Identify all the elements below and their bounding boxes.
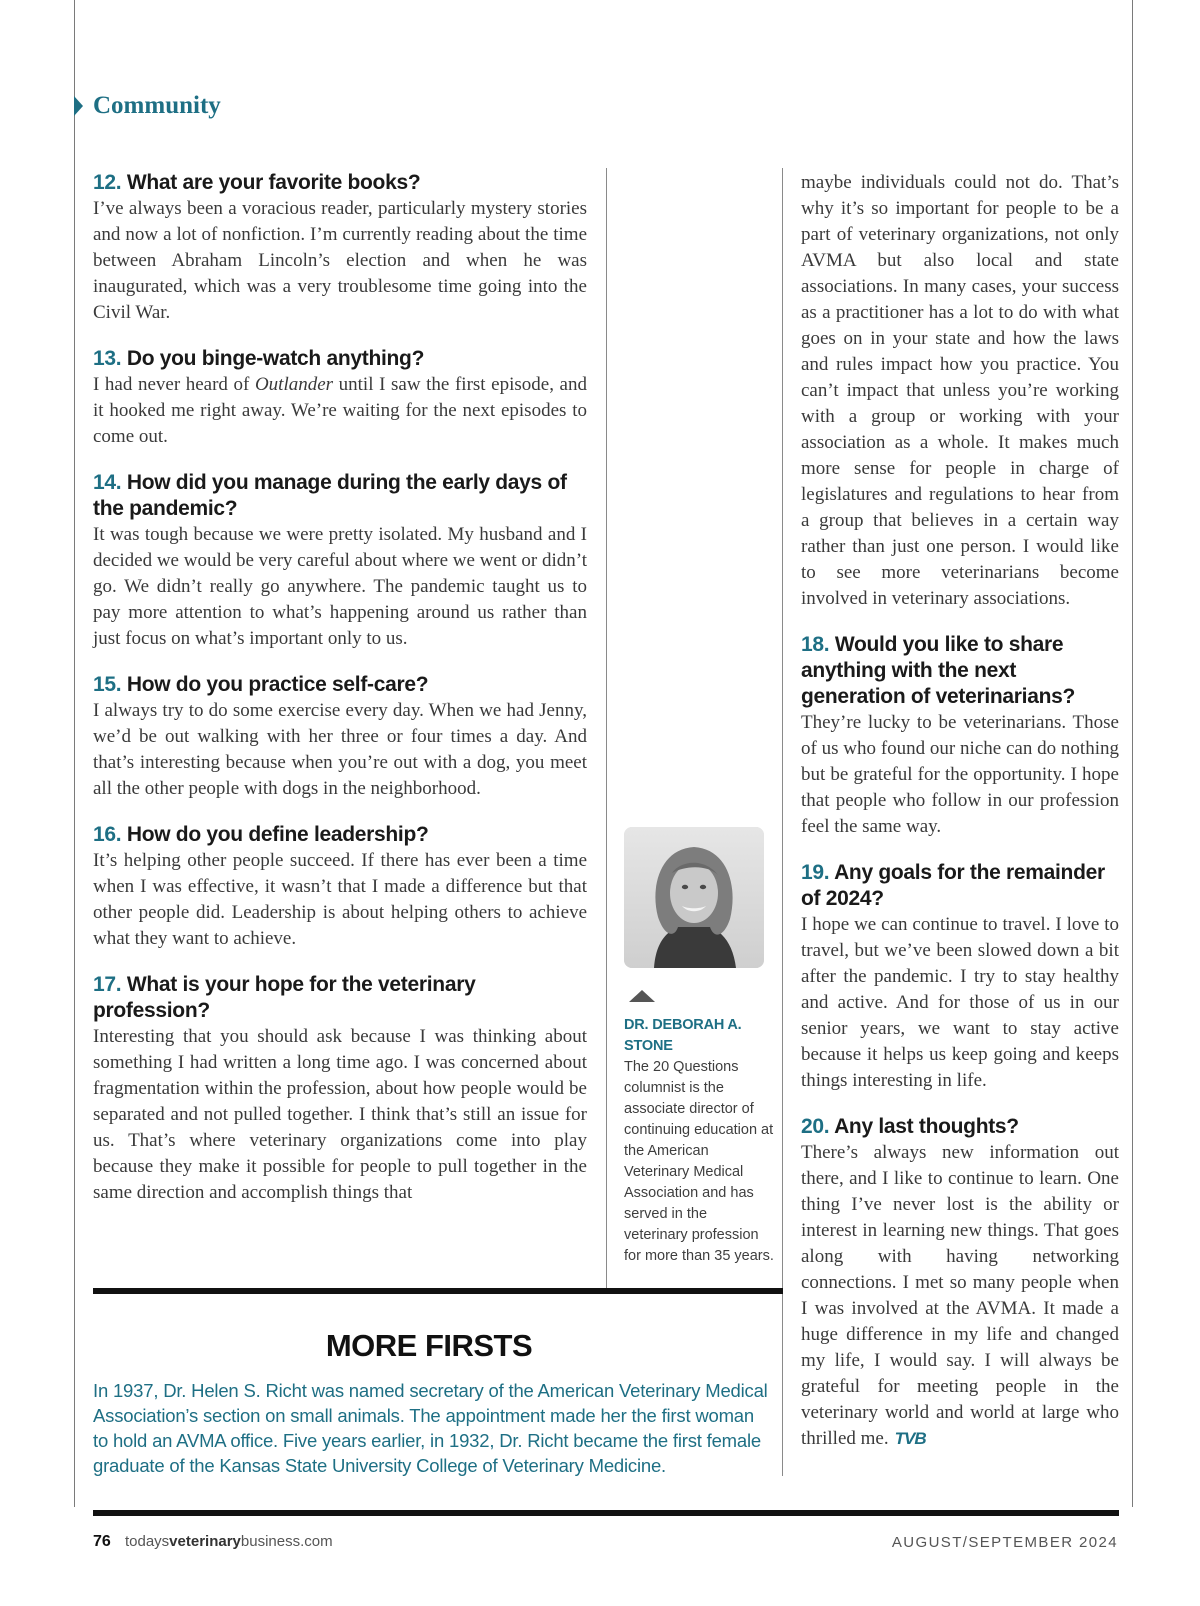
answer-continuation: maybe individuals could not do. That’s why it’s so important for people to be a part of veterinary organizations, not only AVMA but also local and state associations. In many cases, your success as a practitioner has a lot to do with what goes on in your state and how the laws and rules impact how you practice. You can’t impact that unless you’re working with a group or working with your association as a whole. It makes much more sense for people in charge of legislatures and regulations to hear from a group that believes in a certain way rather than just one person. I would like to see more veterinarians become involved in veterinary associations. [801,172,1119,609]
question-number: 20. [801,1115,830,1138]
answer-text: They’re lucky to be veterinarians. Those of us who found our niche can do nothing but be grateful for the opportunity. I hope that people who follow in our profession feel the same way. [801,712,1119,837]
question-13 [93,346,587,450]
question-number: 14. [93,471,122,494]
site-part-bold: veterinary [169,1533,241,1550]
question-heading [93,822,587,848]
answer-text: I’ve always been a voracious reader, particularly mystery stories and now a lot of nonfiction. I’m currently reading about the time between Abraham Lincoln’s election and when he was inaugurated, which was a very troublesome time going into the Civil War. [93,198,587,323]
page-border-right [1132,0,1133,1507]
site-part: business.com [240,1533,333,1550]
question-number: 17. [93,973,122,996]
sidebar-rule [93,1288,783,1294]
author-photo [624,827,764,968]
question-number: 12. [93,171,122,194]
more-firsts-text: In 1937, Dr. Helen S. Richt was named secretary of the American Veterinary Medical Association’s section on small animals. The appointment made her the first woman to hold an AVMA office. Five years earlier, in 1932, Dr. Richt became the first female graduate of the Kansas State University College of Veterinary Medicine. [93,1380,768,1476]
question-heading [93,170,587,196]
question-heading [801,632,1119,710]
issue-date: AUGUST/SEPTEMBER 2024 [891,1534,1118,1551]
question-heading [93,346,587,372]
page-number: 76 [93,1533,111,1550]
answer-text-start: I had never heard of [93,374,255,395]
question-text: Any last thoughts? [834,1115,1019,1138]
question-19 [801,860,1119,1094]
website-link[interactable] [125,1533,333,1550]
question-16 [93,822,587,952]
more-firsts-title: MORE FIRSTS [325,1328,533,1363]
right-column [801,170,1119,1452]
question-18 [801,632,1119,840]
question-text: Do you binge-watch anything? [126,347,425,370]
answer-text-body: There’s always new information out there, and I like to continue to learn. One thing I’ve never lost is the ability or interest in learning new things. That goes along with having networking connections. I met so many people when I was involved at the AVMA. It made a huge difference in my life and changed my life, I would say. I will always be grateful for meeting people in the veterinary world and world at large who thrilled me. [801,1142,1119,1449]
question-heading [93,972,587,1024]
section-arrow-icon [74,96,83,116]
question-text: Would you like to share anything with the next generation of veterinarians? [801,633,1076,708]
answer-text: Interesting that you should ask because I was thinking about something I had written a long time ago. I was concerned about fragmentation within the profession, about how people would be separated and not pulled together. I think that’s still an issue for us. That’s where veterinary organizations come into play because they make it possible for people to pull together in the same direction and accomplish things that [93,1026,587,1203]
answer-text-end: until I saw the first episode, and it hooked me right away. We’re waiting for the next episodes to come out. [93,374,587,447]
answer-text [801,1140,1119,1452]
question-12 [93,170,587,326]
portrait-image [624,827,764,968]
question-heading [93,672,587,698]
question-17 [93,972,587,1206]
author-caption [624,1015,774,1267]
tvb-logo-icon: TVB [894,1429,926,1448]
column-divider [782,168,783,1476]
question-14 [93,470,587,652]
question-heading [801,860,1119,912]
section-label: Community [93,92,221,119]
footer-rule [93,1510,1119,1516]
question-number: 18. [801,633,830,656]
question-text: How do you define leadership? [126,823,429,846]
section-header [74,88,221,124]
question-text: What is your hope for the veterinary profession? [93,973,476,1022]
question-20 [801,1114,1119,1452]
answer-text: I hope we can continue to travel. I love to travel, but we’ve been slowed down a bit after the pandemic. I try to stay healthy and active. And for those of us in our senior years, we want to stay active because it helps us keep going and keeps things interesting in life. [801,914,1119,1091]
column-divider [606,168,607,1292]
question-heading [801,1114,1119,1140]
show-title: Outlander [254,374,334,395]
answer-text: It was tough because we were pretty isolated. My husband and I decided we would be very careful about where we went or didn’t go. We didn’t really go anywhere. The pandemic taught us to pay more attention to what’s happening around us rather than just focus on what’s important only to us. [93,524,587,649]
author-bio: The 20 Questions columnist is the associate director of continuing education at the American Veterinary Medical Association and has served in the veterinary profession for more than 35 years. [624,1059,774,1264]
page-border-left [74,0,75,1507]
question-number: 15. [93,673,122,696]
answer-text: I always try to do some exercise every day. When we had Jenny, we’d be out walking with her three or four times a day. And that’s interesting because when you’re out with a dog, you meet all the other people with dogs in the neighborhood. [93,700,587,799]
answer-text: It’s helping other people succeed. If there has ever been a time when I was effective, it wasn’t that I made a difference but that other people did. Leadership is about helping others to achieve what they want to achieve. [93,850,587,949]
question-text: What are your favorite books? [126,171,421,194]
author-name: DR. DEBORAH A. STONE [624,1017,742,1054]
footer-left [93,1533,333,1551]
answer-text [93,372,587,450]
left-column [93,170,587,1206]
question-number: 16. [93,823,122,846]
caption-pointer-icon [629,990,655,1002]
question-15 [93,672,587,802]
question-number: 19. [801,861,830,884]
question-text: How did you manage during the early days of the pandemic? [93,471,567,520]
question-text: Any goals for the remainder of 2024? [801,861,1105,910]
question-text: How do you practice self-care? [126,673,429,696]
question-number: 13. [93,347,122,370]
site-part: todays [124,1533,170,1550]
question-heading [93,470,587,522]
